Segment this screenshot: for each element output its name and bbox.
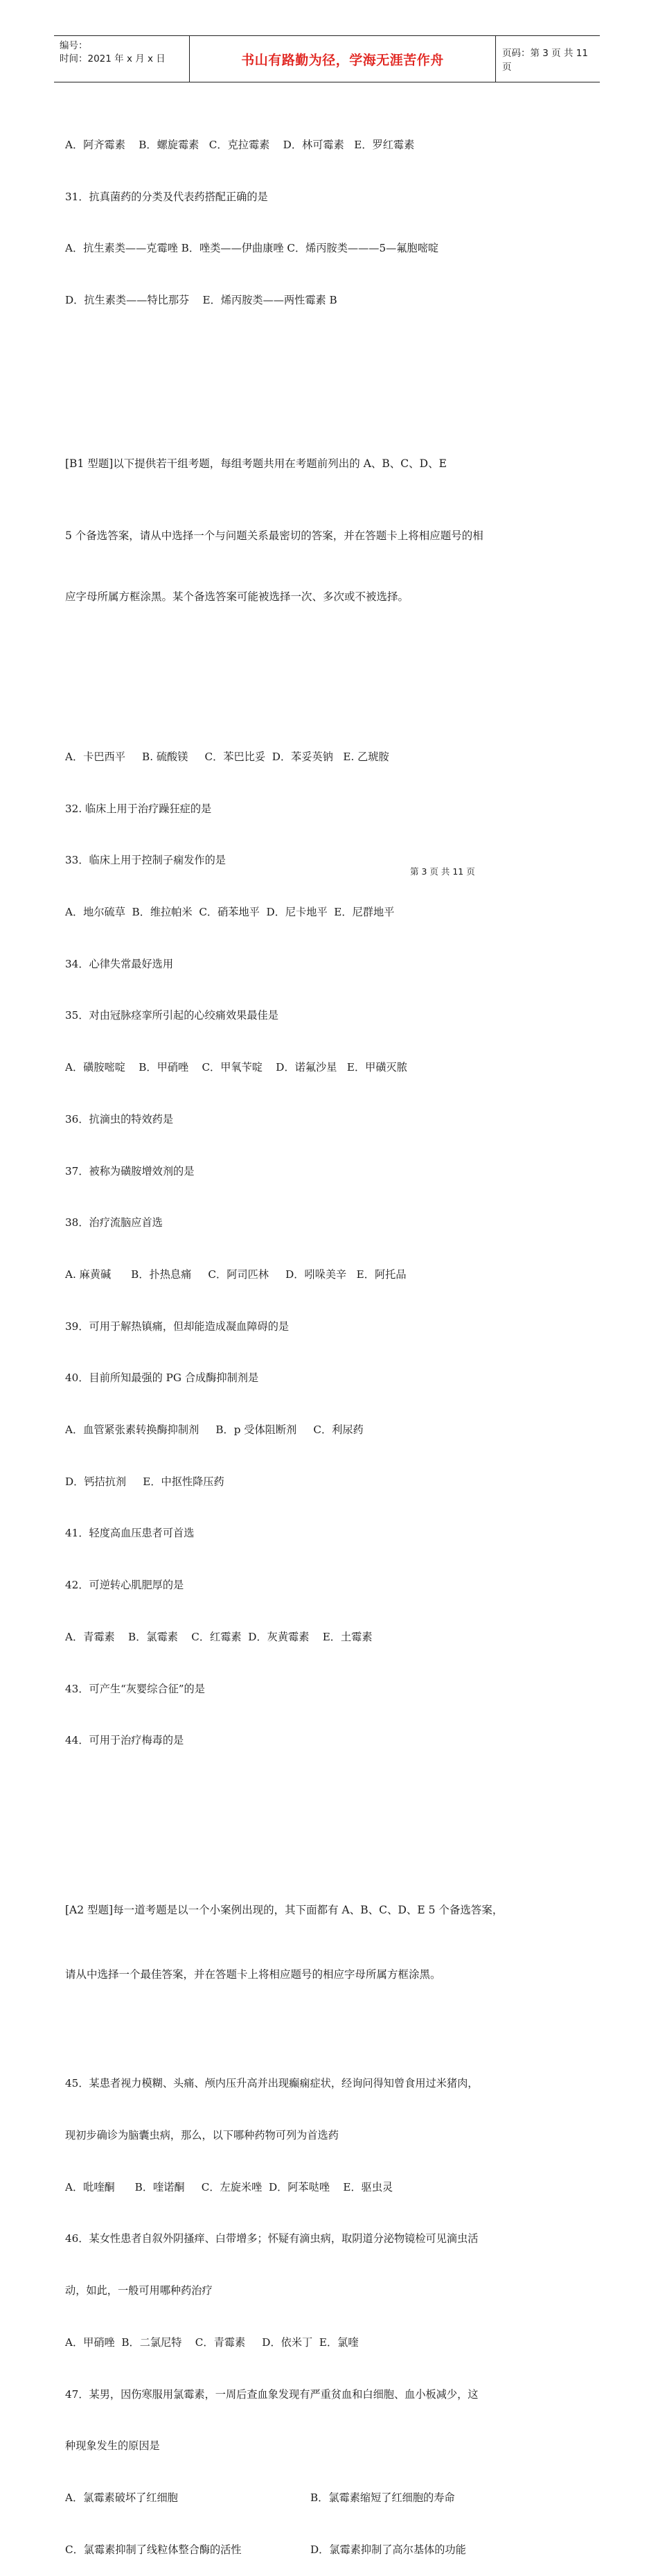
question-35: 35．对由冠脉痉挛所引起的心绞痛效果最佳是 — [65, 1009, 278, 1022]
answer-options-43-44: A．青霉素 B．氯霉素 C．红霉素 D．灰黄霉素 E．土霉素 — [65, 1630, 373, 1643]
header-motto: 书山有路勤为径，学海无涯苦作舟 — [190, 36, 496, 82]
answer-options-34-35: A．地尔硫草 B．维拉帕米 C．硝苯地平 D．尼卡地平 E．尼群地平 — [65, 905, 395, 918]
a2-intro-line: 请从中选择一个最佳答案，并在答题卡上将相应题号的相应字母所属方框涂黑。 — [65, 1968, 441, 1981]
question-41: 41．轻度高血压患者可首选 — [65, 1527, 195, 1540]
answer-options-46: A．甲硝唑 B．二氯尼特 C．青霉素 D．依米丁 E．氯喹 — [65, 2336, 359, 2349]
answer-options-39-40: A. 麻黄碱 B．扑热息痛 C．阿司匹林 D．吲哚美辛 E．阿托品 — [65, 1268, 407, 1281]
page-footer: 第 3 页 共 11 页 — [410, 866, 475, 877]
answer-options-47-row-1 — [65, 2489, 592, 2507]
answer-options-36-38: A．磺胺嘧啶 B．甲硝唑 C．甲氧苄啶 D．诺氟沙星 E．甲磺灭脓 — [65, 1061, 407, 1074]
a2-section-intro — [65, 1858, 592, 2024]
answer-option-47-d: D．氯霉素抑制了高尔基体的功能 — [310, 2543, 466, 2556]
answer-options-47-row-2 — [65, 2541, 592, 2559]
header-meta — [54, 36, 190, 82]
answer-options-32-33: A．卡巴西平 B. 硫酸镁 C．苯巴比妥 D．苯妥英钠 E. 乙琥胺 — [65, 750, 389, 763]
b1-intro-line: [B1 型题]以下提供若干组考题，每组考题共用在考题前列出的 A、B、C、D、E — [65, 457, 447, 471]
question-45-a: 45．某患者视力模糊、头痛、颅内压升高并出现癫痫症状，经询问得知曾食用过米猪肉， — [65, 2077, 479, 2090]
header-page-number: 页码：第 3 页 共 11 页 — [502, 48, 588, 73]
question-36: 36．抗滴虫的特效药是 — [65, 1112, 174, 1125]
question-39: 39．可用于解热镇痛，但却能造成凝血障碍的是 — [65, 1320, 290, 1333]
question-38: 38．治疗流脑应首选 — [65, 1216, 163, 1229]
question-42: 42．可逆转心肌肥厚的是 — [65, 1579, 184, 1592]
b1-intro-line: 应字母所属方框涂黑。某个备选答案可能被选择一次、多次或不被选择。 — [65, 590, 409, 604]
answer-options-41-42-b: D．钙拮抗剂 E．中抠性降压药 — [65, 1475, 224, 1488]
question-32: 32. 临床上用于治疗躁狂症的是 — [65, 802, 212, 815]
question-45-b: 现初步确诊为脑囊虫病，那么，以下哪种药物可列为首选药 — [65, 2129, 339, 2142]
answer-option-47-a: A．氯霉素破坏了红细胞 — [65, 2491, 178, 2504]
spacer — [65, 682, 592, 696]
answer-option-47-c: C．氯霉素抑制了线粒体整合酶的活性 — [65, 2543, 242, 2556]
question-43: 43．可产生“灰婴综合征”的是 — [65, 1682, 205, 1695]
question-44: 44．可用于治疗梅毒的是 — [65, 1734, 184, 1747]
a2-intro-line: [A2 型题]每一道考题是以一个小案例出现的，其下面都有 A、B、C、D、E 5 个备选答案， — [65, 1903, 504, 1916]
spacer — [65, 361, 592, 378]
question-33: 33．临床上用于控制子痫发作的是 — [65, 854, 226, 867]
question-37: 37．被称为磺胺增效剂的是 — [65, 1164, 195, 1177]
answer-options-45: A．吡喹酮 B．喹诺酮 C．左旋米唑 D．阿苯哒唑 E．驱虫灵 — [65, 2180, 393, 2193]
question-47-a: 47．某男，因伤寒服用氯霉素，一周后查血象发现有严重贫血和白细胞、血小板减少，这 — [65, 2387, 479, 2401]
document-number-label: 编号： — [60, 40, 88, 51]
question-40: 40．目前所知最强的 PG 合成酶抑制剂是 — [65, 1372, 259, 1385]
question-34: 34．心律失常最好选用 — [65, 957, 174, 970]
spacer — [65, 1801, 592, 1823]
answer-options-31-b: D．抗生素类——特比那芬 E．烯丙胺类——两性霉素 B — [65, 293, 337, 306]
document-date: 时间：2021 年 x 月 x 日 — [60, 53, 166, 64]
answer-options-41-42-a: A．血管紧张素转换酶抑制剂 B．p 受体阻断剂 C．利尿药 — [65, 1423, 364, 1437]
answer-options-30: A．阿齐霉素 B．螺旋霉素 C．克拉霉素 D．林可霉素 E．罗红霉素 — [65, 138, 415, 151]
question-46-b: 动，如此，一般可用哪种药治疗 — [65, 2284, 213, 2297]
answer-option-47-b: B．氯霉素缩短了红细胞的寿命 — [310, 2491, 455, 2504]
question-47-b: 种现象发生的原因是 — [65, 2439, 160, 2453]
page-header — [54, 35, 600, 82]
document-body — [65, 102, 592, 2576]
b1-intro-line: 5 个备选答案，请从中选择一个与问题关系最密切的答案，并在答题卡上将相应题号的相 — [65, 529, 483, 543]
answer-options-31-a: A．抗生素类——克霉唑 B．唑类——伊曲康唑 C．烯丙胺类———5—氟胞嘧啶 — [65, 242, 439, 255]
b1-section-intro — [65, 412, 592, 647]
question-46-a: 46．某女性患者自叙外阴搔痒、白带增多；怀疑有滴虫病，取阴道分泌物镜检可见滴虫活 — [65, 2232, 479, 2245]
question-31: 31．抗真菌药的分类及代表药搭配正确的是 — [65, 190, 268, 203]
